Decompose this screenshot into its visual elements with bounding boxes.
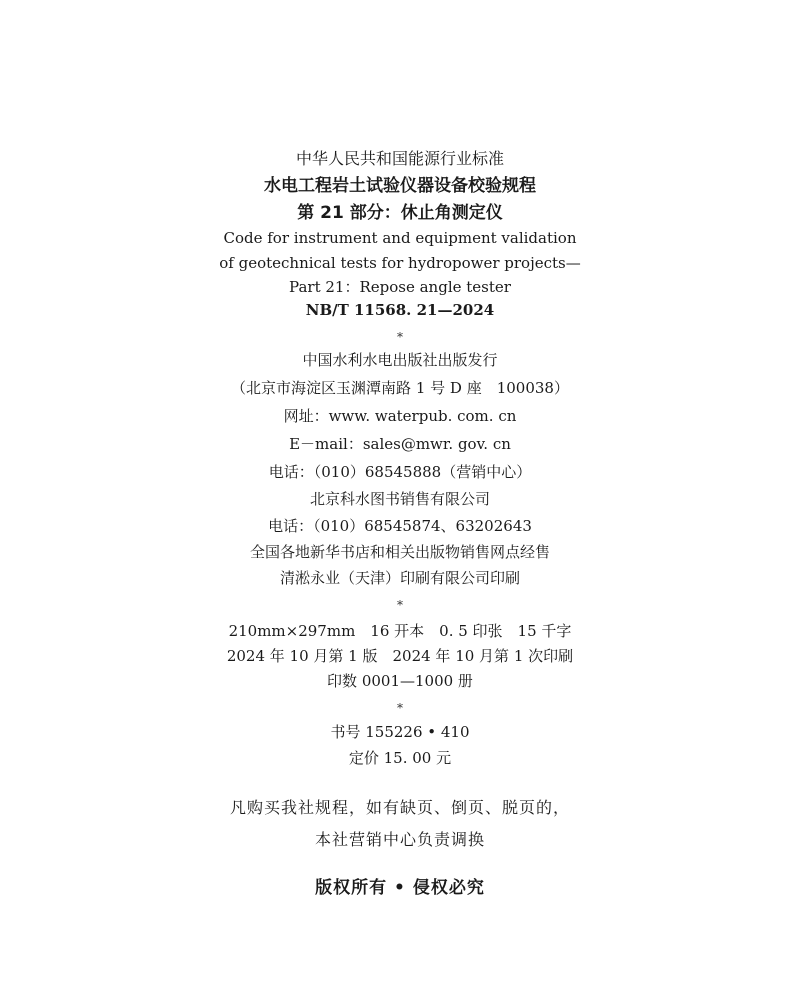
title-en-line1: Code for instrument and equipment validation xyxy=(223,229,577,247)
title-cn-line2: 第 21 部分：休止角测定仪 xyxy=(297,203,503,223)
title-en-line2: of geotechnical tests for hydropower projects— xyxy=(219,254,581,272)
notice-line2: 本社营销中心负责调换 xyxy=(314,830,485,849)
notice-line1: 凡购买我社规程，如有缺页、倒页、脱页的， xyxy=(229,798,570,817)
distributor: 北京科水图书销售有限公司 xyxy=(309,490,490,508)
publisher-email: E－mail：sales@mwr. gov. cn xyxy=(289,435,511,453)
distributor-phone: 电话：（010）68545874、63202643 xyxy=(268,517,532,535)
standard-code: NB/T 11568. 21—2024 xyxy=(305,301,495,319)
book-number: 书号 155226 • 410 xyxy=(330,723,470,741)
title-en-line3: Part 21：Repose angle tester xyxy=(289,278,511,296)
separator-star: * xyxy=(397,701,403,715)
marketing-phone: 电话：（010）68545888（营销中心） xyxy=(268,463,532,481)
separator-star: * xyxy=(397,330,403,344)
publisher-address: （北京市海淀区玉渊潭南路 1 号 D 座 100038） xyxy=(231,379,569,397)
edition-info: 2024 年 10 月第 1 版 2024 年 10 月第 1 次印刷 xyxy=(226,647,574,665)
publisher: 中国水利水电出版社出版发行 xyxy=(302,351,498,369)
print-run: 印数 0001—1000 册 xyxy=(327,672,473,690)
copyright-notice: 版权所有 • 侵权必究 xyxy=(315,878,485,898)
separator-star: * xyxy=(397,598,403,612)
print-specs: 210mm×297mm 16 开本 0. 5 印张 15 千字 xyxy=(228,622,572,640)
standard-type: 中华人民共和国能源行业标准 xyxy=(295,149,504,168)
printer: 清淞永业（天津）印刷有限公司印刷 xyxy=(279,569,520,587)
title-cn-line1: 水电工程岩土试验仪器设备校验规程 xyxy=(264,176,536,196)
sellers: 全国各地新华书店和相关出版物销售网点经售 xyxy=(249,543,550,561)
publisher-website: 网址：www. waterpub. com. cn xyxy=(283,407,517,425)
price: 定价 15. 00 元 xyxy=(348,749,452,767)
